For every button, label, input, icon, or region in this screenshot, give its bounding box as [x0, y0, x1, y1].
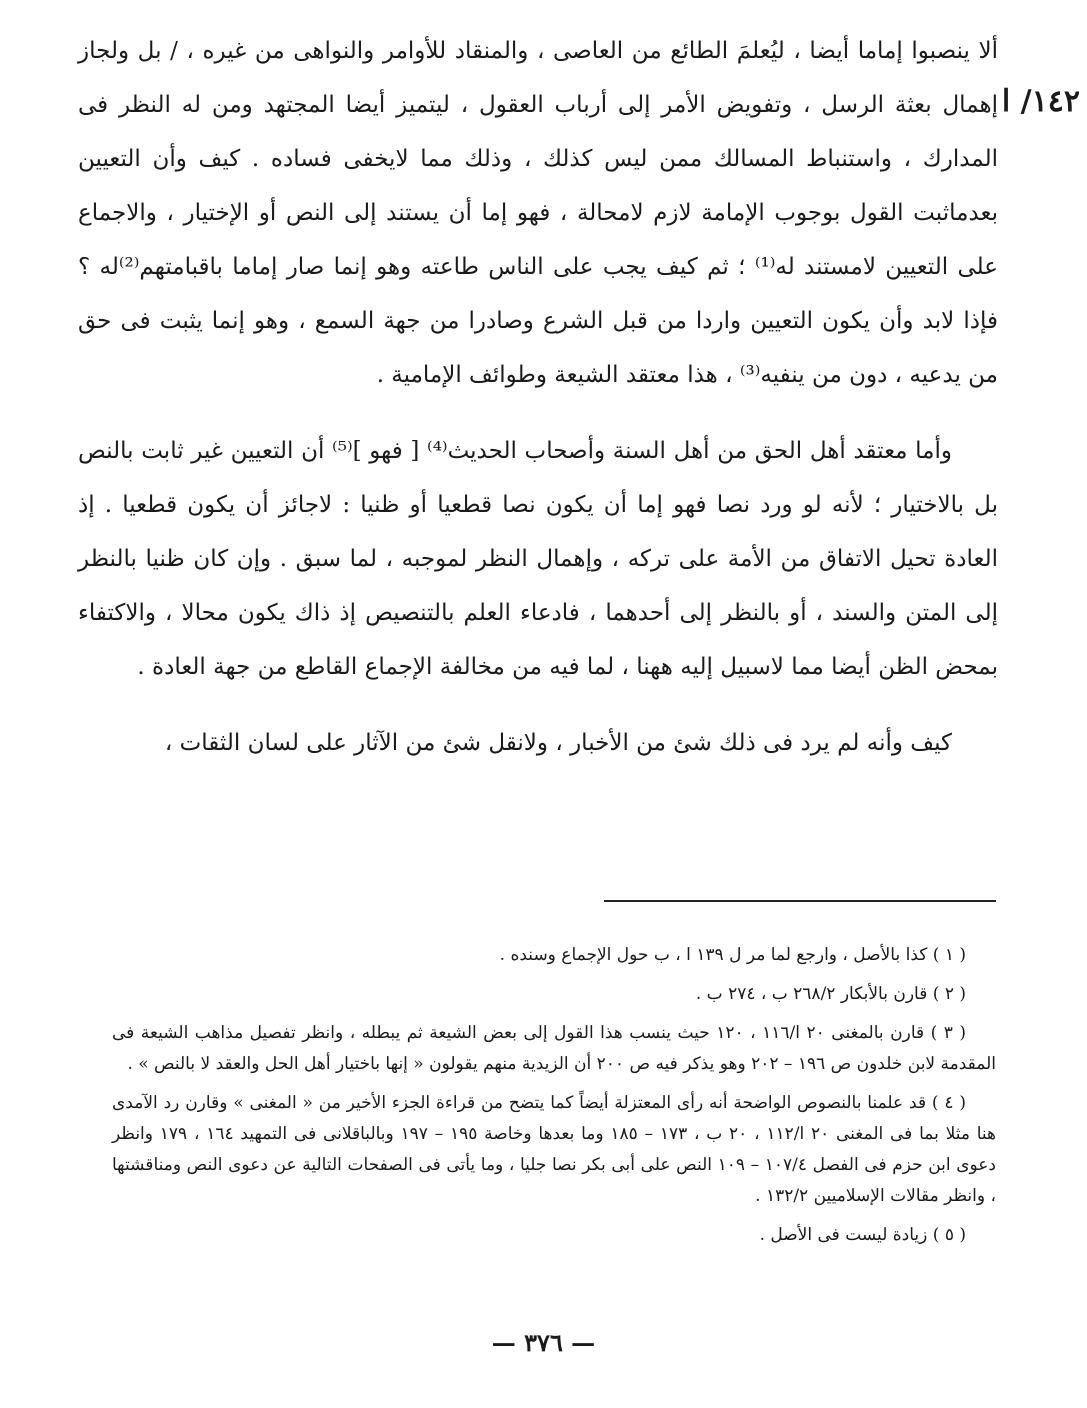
footnotes: [112, 940, 996, 1259]
paragraph-1: ألا ينصبوا إماما أيضا ، ليُعلمَ الطائع من العاصى ، والمنقاد للأوامر والنواهى من غيره ، / بل ولجاز إهمال بعثة الرسل ، وتفويض الأمر إلى أرباب العقول ، ليتميز أيضا المجتهد ومن له النظر فى المدارك ، واستنباط المسالك ممن ليس كذلك ، وذلك مما لايخفى فساده . كيف وأن التعيين بعدماثبت القول بوجوب الإمامة لازم لامحالة ، فهو إما أن يستند إلى النص أو الإختيار ، والاجماع على التعيين لامستند له⁽¹⁾ ؛ ثم كيف يجب على الناس طاعته وهو إنما صار إماما باقبامتهم⁽²⁾له ؟ فإذا لابد وأن يكون التعيين واردا من قبل الشرع وصادرا من جهة السمع ، وهو إنما يثبت فى حق من يدعيه ، دون من ينفيه⁽³⁾ ، هذا معتقد الشيعة وطوائف الإمامية .: [78, 38, 998, 388]
footnote-divider: [604, 900, 996, 902]
page-number: — ٣٧٦ —: [491, 1328, 596, 1357]
footnote-3: ( ٣ ) قارن بالمغنى ٢٠ ا/١١٦ ، ١٢٠ حيث ينسب هذا القول إلى بعض الشيعة ثم يبطله ، وانظر تفصيل مذاهب الشيعة فى المقدمة لابن خلدون ص ١٩٦ – ٢٠٢ وهو يذكر فيه ص ٢٠٠ أن الزيدية منهم يقولون « إنها باختيار أهل الحل والعقد لا بالنص » .: [112, 1023, 996, 1074]
footnote-2: ( ٢ ) قارن بالأبكار ٢٦٨/٢ ب ، ٢٧٤ ب .: [695, 984, 966, 1004]
manuscript-folio-reference: ١٤٢/ ا: [1001, 84, 1080, 119]
main-text: [78, 24, 998, 770]
footnote-4: ( ٤ ) قد علمنا بالنصوص الواضحة أنه رأى المعتزلة أيضاً كما يتضح من قراءة الجزء الأخير من « المغنى » وقارن رد الآمدى هنا مثلا بما فى المغنى ٢٠ ا/١١٢ ، ٢٠ ب ، ١٧٣ – ١٨٥ وما بعدها وخاصة ١٩٥ – ١٩٧ وبالباقلانى فى التمهيد ١٦٤ ، ١٧٩ وانظر دعوى ابن حزم فى الفصل ١٠٧/٤ – ١٠٩ النص على أبى بكر نصا جليا ، وما يأتى فى الصفحات التالية عن دعوى النص ومناقشتها ، وانظر مقالات الإسلاميين ١٣٢/٢ .: [112, 1093, 997, 1206]
footnote-5: ( ٥ ) زيادة ليست فى الأصل .: [759, 1225, 966, 1245]
paragraph-3: كيف وأنه لم يرد فى ذلك شئ من الأخبار ، ولانقل شئ من الآثار على لسان الثقات ،: [164, 730, 952, 756]
paragraph-2: وأما معتقد أهل الحق من أهل السنة وأصحاب الحديث⁽⁴⁾ [ فهو ]⁽⁵⁾ أن التعيين غير ثابت بالنص بل بالاختيار ؛ لأنه لو ورد نصا فهو إما أن يكون نصا قطعيا أو ظنيا : لاجائز أن يكون قطعيا . إذ العادة تحيل الاتفاق من الأمة على تركه ، وإهمال النظر لموجبه ، لما سبق . وإن كان ظنيا بالنظر إلى المتن والسند ، أو بالنظر إلى أحدهما ، فادعاء العلم بالتنصيص إذ ذاك يكون محالا ، والاكتفاء بمحض الظن أيضا مما لاسبيل إليه ههنا ، لما فيه من مخالفة الإجماع القاطع من جهة العادة .: [78, 438, 998, 680]
footnote-1: ( ١ ) كذا بالأصل ، وارجع لما مر ل ١٣٩ ا ، ب حول الإجماع وسنده .: [499, 945, 966, 965]
